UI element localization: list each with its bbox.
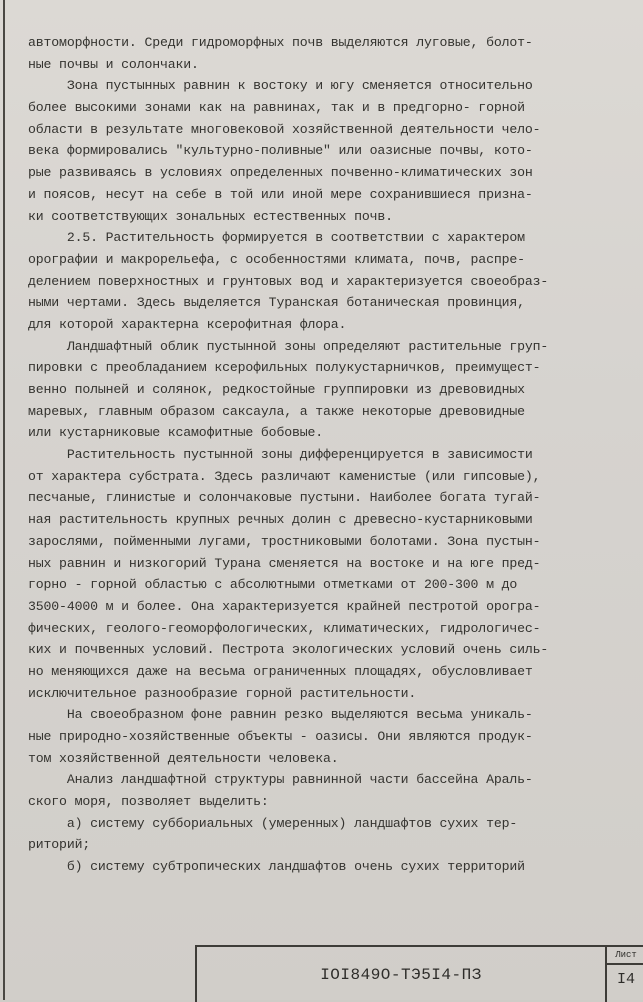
text-line: Ландшафтный облик пустынной зоны определяют растительные груп- bbox=[28, 338, 549, 354]
text-line: ского моря, позволяет выделить: bbox=[28, 794, 269, 810]
text-line: области в результате многовековой хозяйственной деятельности чело- bbox=[28, 121, 541, 137]
text-line: исключительное разнообразие горной растительности. bbox=[28, 685, 417, 701]
text-line: Анализ ландшафтной структуры равнинной части бассейна Араль- bbox=[28, 772, 533, 788]
text-line: более высокими зонами как на равнинах, так и в предгорно- горной bbox=[28, 100, 525, 116]
text-line: и поясов, несут на себе в той или иной мере сохранившиеся призна- bbox=[28, 186, 533, 202]
text-line: том хозяйственной деятельности человека. bbox=[28, 750, 339, 766]
text-line: Зона пустынных равнин к востоку и югу сменяется относительно bbox=[28, 78, 533, 94]
sheet-cell bbox=[605, 947, 643, 1002]
text-line: На своеобразном фоне равнин резко выделяются весьма уникаль- bbox=[28, 707, 533, 723]
sheet-label: Лист bbox=[607, 947, 643, 965]
text-line: ки соответствующих зональных естественных почв. bbox=[28, 208, 393, 224]
text-line: делением поверхностных и грунтовых вод и характеризуется своеобраз- bbox=[28, 273, 549, 289]
text-line: но меняющихся даже на весьма ограниченных площадях, обусловливает bbox=[28, 663, 533, 679]
frame-border-left bbox=[3, 0, 5, 1000]
text-line: века формировались "культурно-поливные" или оазисные почвы, кото- bbox=[28, 143, 533, 159]
document-code: IOI849O-ТЭ5I4-ПЗ bbox=[320, 965, 482, 984]
text-line: маревых, главным образом саксаула, а также некоторые древовидные bbox=[28, 403, 525, 419]
text-line: орографии и макрорельефа, с особенностями климата, почв, распре- bbox=[28, 251, 525, 267]
text-line: риторий; bbox=[28, 837, 91, 853]
text-line: от характера субстрата. Здесь различают каменистые (или гипсовые), bbox=[28, 468, 541, 484]
text-line: 3500-4000 м и более. Она характеризуется крайней пестротой орогра- bbox=[28, 598, 541, 614]
text-line: венно полыней и солянок, редкостойные группировки из древовидных bbox=[28, 382, 525, 397]
text-line: ные почвы и солончаки. bbox=[28, 56, 199, 72]
text-line: для которой характерна ксерофитная флора. bbox=[28, 316, 347, 332]
text-line: 2.5. Растительность формируется в соответствии с характером bbox=[28, 230, 525, 246]
text-line: Растительность пустынной зоны дифференцируется в зависимости bbox=[28, 447, 533, 463]
text-line: ные природно-хозяйственные объекты - оазисы. Они являются продук- bbox=[28, 729, 533, 744]
text-line: б) систему субтропических ландшафтов очень сухих территорий bbox=[28, 859, 525, 875]
text-line: а) систему суббориальных (умеренных) ландшафтов сухих тер- bbox=[28, 815, 518, 831]
sheet-number: I4 bbox=[616, 971, 635, 988]
text-line: или кустарниковые ксамофитные бобовые. bbox=[28, 425, 324, 441]
text-line: автоморфности. Среди гидроморфных почв выделяются луговые, болот- bbox=[28, 35, 533, 50]
text-line: ких и почвенных условий. Пестрота экологических условий очень силь- bbox=[28, 642, 549, 658]
text-line: ными чертами. Здесь выделяется Туранская ботаническая провинция, bbox=[28, 295, 525, 311]
title-block-stamp bbox=[195, 945, 643, 1002]
text-line: песчаные, глинистые и солончаковые пустыни. Наиболее богата тугай- bbox=[28, 490, 541, 506]
text-line: горно - горной областью с абсолютными отметками от 200-300 м до bbox=[28, 577, 518, 593]
text-line: пировки с преобладанием ксерофильных полукустарничков, преимущест- bbox=[28, 360, 541, 376]
text-line: ная растительность крупных речных долин с древесно-кустарниковыми bbox=[28, 512, 533, 528]
text-line: ных равнин и низкогорий Турана сменяется на востоке и на юге пред- bbox=[28, 555, 541, 571]
text-line: фических, геолого-геоморфологических, климатических, гидрологичес- bbox=[28, 620, 541, 636]
document-body bbox=[28, 32, 618, 878]
text-line: зарослями, пойменными лугами, тростниковыми болотами. Зона пустын- bbox=[28, 533, 541, 549]
text-line: рые развиваясь в условиях определенных почвенно-климатических зон bbox=[28, 165, 533, 181]
